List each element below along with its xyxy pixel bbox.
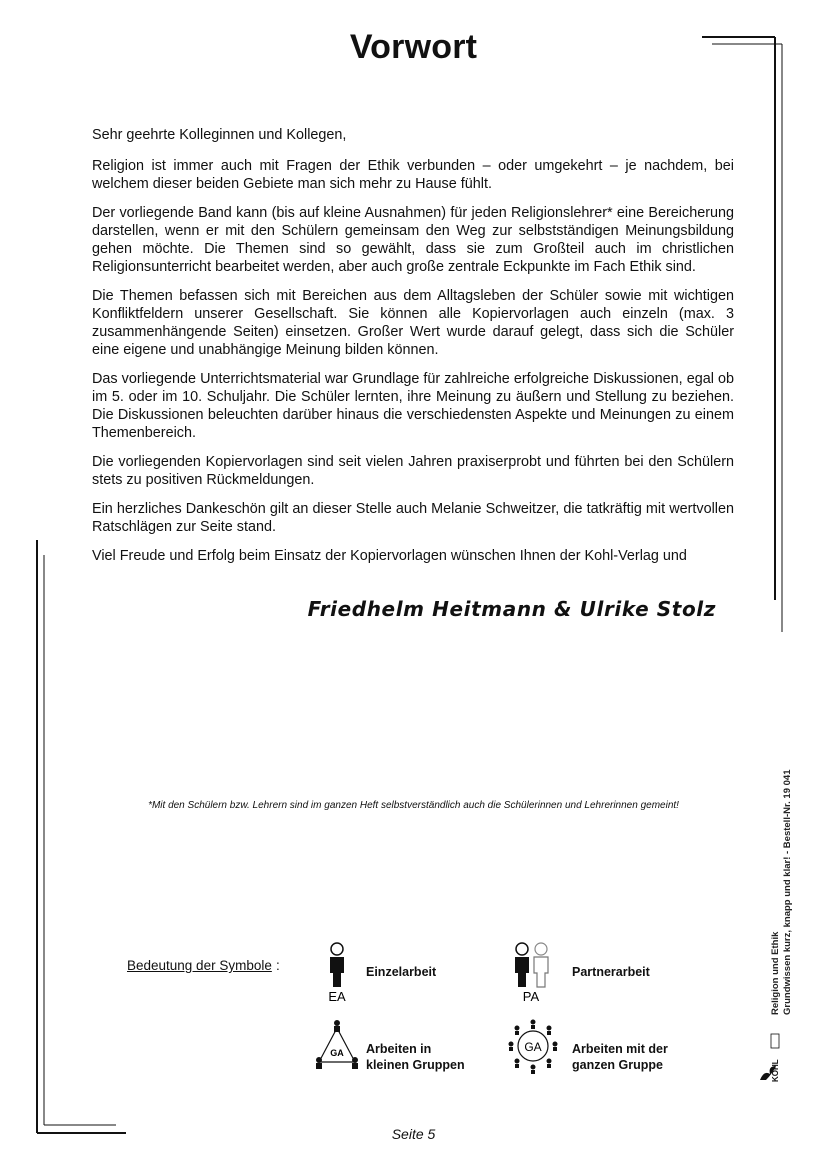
symbol-label-partnerarbeit: Partnerarbeit (572, 965, 650, 979)
side-book-subtitle: Grundwissen kurz, knapp und klar! - Bestell-Nr. 19 041 (782, 769, 793, 1015)
symbol-label-line: kleinen Gruppen (366, 1058, 465, 1072)
page-number: Seite 5 (391, 1126, 436, 1142)
paragraph: Die Themen befassen sich mit Bereichen aus dem Alltagsleben der Schüler sowie mit wichtigen Konfliktfeldern unserer Gesellschaft. Sie können alle Kopiervorlagen auch einzeln (max. 3 zusammenhängende Seiten) einsetzen. Großer Wert wurde darauf gelegt, dass sich die Schüler eine eigene und unabhängige Meinung bilden können. (92, 288, 734, 358)
foreword-body (92, 126, 734, 576)
paragraph: Ein herzliches Dankeschön gilt an dieser Stelle auch Melanie Schweitzer, die tatkräftig mit wertvollen Ratschlägen zur Seite stand. (92, 501, 734, 535)
whole-group-circle-icon (508, 1016, 558, 1074)
symbols-legend-colon: : (276, 958, 280, 973)
symbol-label-kleine-gruppen (366, 1041, 465, 1073)
author-signature: Friedhelm Heitmann & Ulrike Stolz (307, 597, 716, 621)
footnote: *Mit den Schülern bzw. Lehrern sind im ganzen Heft selbstverständlich auch die Schülerinnen und Lehrerinnen gemeint! (148, 800, 679, 811)
paragraph: Das vorliegende Unterrichtsmaterial war Grundlage für zahlreiche erfolgreiche Diskussionen, egal ob im 5. oder im 10. Schuljahr. Die Schüler lernten, ihre Meinung zu äußern und Stellung zu beziehen. Die Diskussionen beleuchten darüber hinaus die verschiedensten Aspekte und Meinungen zu einem Themenbereich. (92, 371, 734, 441)
side-book-title: Religion und Ethik (770, 931, 781, 1015)
small-group-triangle-icon (313, 1018, 361, 1070)
side-book-info (770, 715, 794, 1015)
symbol-label-line: ganzen Gruppe (572, 1058, 663, 1072)
publisher-logo (756, 1018, 786, 1088)
symbol-label-line: Arbeiten mit der (572, 1042, 668, 1056)
closing-line: Viel Freude und Erfolg beim Einsatz der Kopiervorlagen wünschen Ihnen der Kohl-Verlag und (92, 548, 687, 564)
ea-abbr: EA (328, 989, 346, 1004)
symbol-label-line: Arbeiten in (366, 1042, 432, 1056)
symbol-label-ganze-gruppe (572, 1041, 668, 1073)
page-title: Vorwort (349, 28, 478, 66)
paragraph: Die vorliegenden Kopiervorlagen sind seit vielen Jahren praxiserprobt und führten bei den Schülern stets zu positiven Rückmeldungen. (92, 454, 734, 488)
salutation: Sehr geehrte Kolleginnen und Kollegen, (92, 127, 347, 143)
paragraph: Der vorliegende Band kann (bis auf kleine Ausnahmen) für jeden Religionslehrer* eine Bereicherung darstellen, wenn er mit den Schülern gemeinsam den Weg zur selbstständigen Meinungsbildung gehen möchte. Die Themen sind so gewählt, dass sie zum Großteil auch im christlichen Religionsunterricht bearbeitet werden, aber auch große zentrale Eckpunkte im Fach Ethik sind. (92, 205, 734, 275)
pa-abbr: PA (522, 989, 540, 1004)
two-people-icon (508, 940, 554, 1004)
paragraph: Religion ist immer auch mit Fragen der Ethik verbunden – oder umgekehrt – je nachdem, bei welchem dieser beiden Gebiete man sich mehr zu Hause fühlt. (92, 158, 734, 192)
symbols-legend-label (127, 958, 272, 973)
ga-abbr-whole: GA (524, 1040, 542, 1054)
symbols-legend-text: Bedeutung der Symbole (127, 958, 272, 973)
symbol-label-einzelarbeit: Einzelarbeit (366, 965, 437, 979)
ga-abbr-small: GA (330, 1048, 344, 1058)
publisher-logo-text: KOHL (771, 1059, 780, 1082)
single-person-icon (318, 940, 358, 1004)
